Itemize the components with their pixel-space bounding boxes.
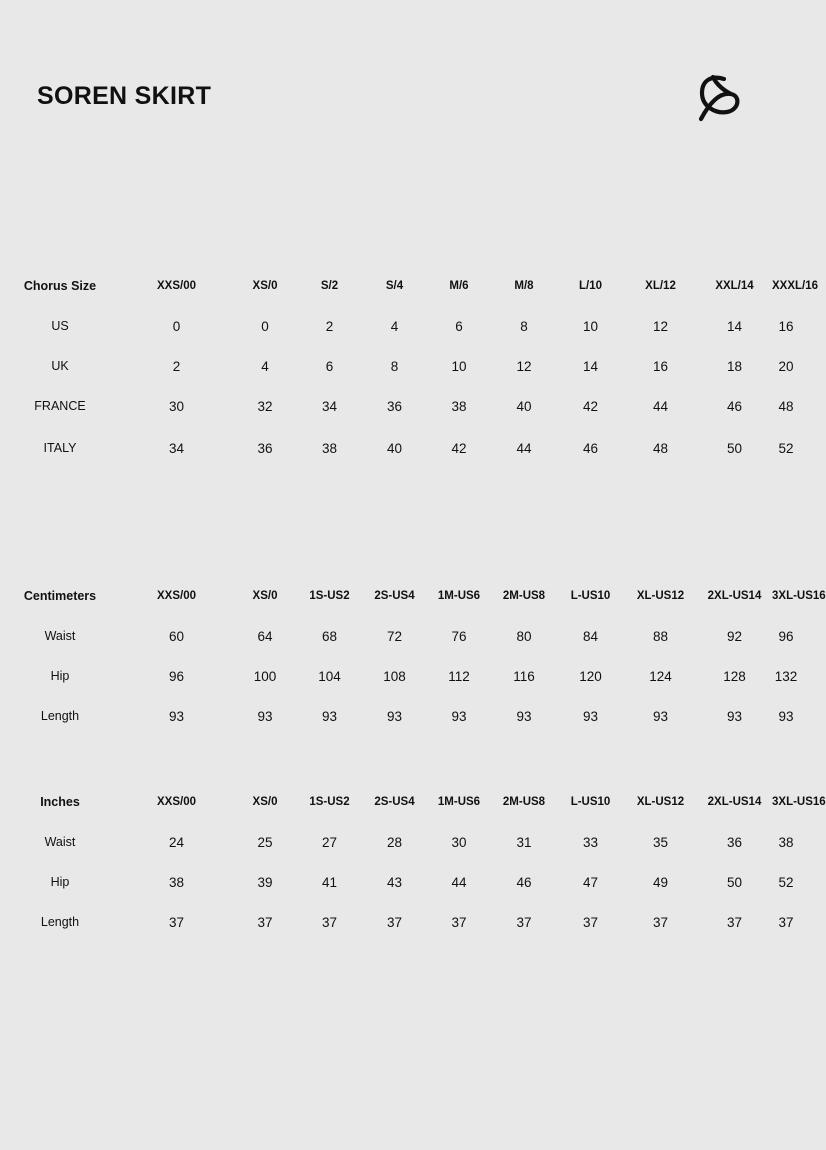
table-cell: 52 — [778, 874, 794, 890]
size-header: 1M-US6 — [437, 796, 481, 808]
size-header: S/4 — [385, 280, 404, 292]
size-header: XXS/00 — [157, 280, 196, 292]
size-header: L-US10 — [570, 590, 611, 602]
table-cell: 50 — [726, 874, 743, 890]
table-cell: 27 — [321, 834, 338, 850]
row-label: Hip — [50, 669, 70, 683]
size-header: XL/12 — [645, 280, 676, 292]
table-cell: 8 — [520, 318, 528, 334]
table-cell: 0 — [172, 318, 181, 334]
table-cell: 37 — [168, 914, 185, 930]
table-cell: 88 — [652, 628, 669, 644]
table-cell: 47 — [582, 874, 599, 890]
table-cell: 38 — [778, 834, 794, 850]
table-cell: 35 — [652, 834, 669, 850]
table-cell: 93 — [168, 708, 185, 724]
table-cell: 37 — [778, 914, 794, 930]
table-cell: 38 — [321, 440, 338, 456]
table-cell: 52 — [778, 440, 794, 456]
row-label: FRANCE — [34, 399, 86, 413]
table-cell: 96 — [778, 628, 794, 644]
table-cell: 37 — [726, 914, 743, 930]
table-cell: 10 — [582, 318, 599, 334]
table-cell: 37 — [451, 914, 467, 930]
table-cell: 34 — [168, 440, 185, 456]
table-cell: 132 — [774, 668, 798, 684]
size-header: 2XL-US14 — [707, 590, 762, 602]
table-corner-label: Inches — [40, 795, 80, 809]
table-cell: 44 — [652, 398, 669, 414]
table-cell: 38 — [451, 398, 467, 414]
table-cell: 14 — [726, 318, 743, 334]
table-cell: 48 — [652, 440, 669, 456]
table-cell: 108 — [383, 668, 406, 684]
table-cell: 12 — [652, 318, 669, 334]
table-row — [0, 616, 800, 656]
table-cell: 43 — [386, 874, 403, 890]
table-cell: 4 — [261, 358, 269, 374]
table-header-row — [0, 576, 800, 616]
table-cell: 34 — [321, 398, 338, 414]
table-cell: 84 — [582, 628, 599, 644]
table-cell: 93 — [516, 708, 532, 724]
row-label: Waist — [44, 629, 76, 643]
table-cell: 76 — [451, 628, 467, 644]
table-cell: 37 — [516, 914, 532, 930]
table-cell: 37 — [386, 914, 403, 930]
size-header: 3XL-US16 — [772, 590, 826, 602]
size-header: XL-US12 — [636, 590, 685, 602]
table-cell: 93 — [321, 708, 338, 724]
size-header: M/8 — [514, 280, 534, 292]
table-cell: 10 — [451, 358, 467, 374]
table-cell: 31 — [516, 834, 532, 850]
table-cell: 80 — [516, 628, 532, 644]
table-cell: 36 — [726, 834, 743, 850]
table-cell: 120 — [579, 668, 602, 684]
table-cell: 28 — [386, 834, 403, 850]
table-cell: 0 — [261, 318, 269, 334]
size-header: 2S-US4 — [374, 796, 415, 808]
chorus-size-conversion-table — [0, 266, 819, 470]
table-cell: 128 — [723, 668, 746, 684]
table-row — [0, 426, 800, 470]
size-header: 1M-US6 — [437, 590, 481, 602]
table-cell: 37 — [582, 914, 599, 930]
table-cell: 93 — [257, 708, 273, 724]
size-header: 2M-US8 — [502, 590, 546, 602]
table-cell: 46 — [582, 440, 599, 456]
inches-measurement-table — [0, 782, 826, 942]
size-header: XXXL/16 — [772, 280, 819, 292]
size-header: L-US10 — [570, 796, 611, 808]
row-label: Length — [40, 915, 80, 929]
table-cell: 44 — [451, 874, 467, 890]
row-label: Hip — [50, 875, 70, 889]
size-header: L/10 — [578, 280, 602, 292]
table-cell: 41 — [321, 874, 338, 890]
table-header-row — [0, 266, 800, 306]
size-header: 2XL-US14 — [707, 796, 762, 808]
row-label: UK — [51, 359, 69, 373]
table-row — [0, 346, 800, 386]
table-cell: 37 — [321, 914, 338, 930]
size-header: 2S-US4 — [374, 590, 415, 602]
table-cell: 14 — [582, 358, 599, 374]
table-cell: 42 — [582, 398, 599, 414]
table-cell: 36 — [386, 398, 403, 414]
table-row — [0, 696, 800, 736]
table-cell: 93 — [582, 708, 599, 724]
table-cell: 46 — [726, 398, 743, 414]
size-header: M/6 — [449, 280, 469, 292]
row-label: ITALY — [43, 441, 77, 455]
table-cell: 30 — [451, 834, 467, 850]
table-cell: 37 — [257, 914, 273, 930]
table-cell: 100 — [253, 668, 277, 684]
table-cell: 112 — [448, 668, 470, 684]
table-cell: 25 — [257, 834, 273, 850]
table-cell: 16 — [652, 358, 669, 374]
table-cell: 96 — [168, 668, 185, 684]
row-label: US — [51, 319, 69, 333]
table-corner-label: Chorus Size — [23, 279, 97, 293]
table-cell: 2 — [172, 358, 181, 374]
table-cell: 93 — [386, 708, 403, 724]
size-header: 1S-US2 — [309, 590, 350, 602]
table-row — [0, 822, 800, 862]
table-row — [0, 862, 800, 902]
table-cell: 104 — [318, 668, 341, 684]
table-cell: 4 — [390, 318, 399, 334]
table-row — [0, 306, 800, 346]
table-cell: 44 — [516, 440, 532, 456]
table-header-row — [0, 782, 800, 822]
table-cell: 37 — [652, 914, 669, 930]
table-cell: 116 — [513, 668, 535, 684]
table-cell: 30 — [168, 398, 185, 414]
table-cell: 64 — [257, 628, 273, 644]
size-header: XS/0 — [252, 280, 278, 292]
table-cell: 60 — [168, 628, 185, 644]
table-cell: 93 — [726, 708, 743, 724]
size-header: XXS/00 — [157, 796, 196, 808]
size-header: S/2 — [320, 280, 339, 292]
table-cell: 24 — [168, 834, 185, 850]
row-label: Length — [40, 709, 80, 723]
page-title: SOREN SKIRT — [37, 82, 212, 110]
table-cell: 42 — [451, 440, 467, 456]
table-cell: 6 — [325, 358, 334, 374]
table-cell: 40 — [386, 440, 403, 456]
table-cell: 39 — [257, 874, 273, 890]
table-corner-label: Centimeters — [23, 589, 97, 603]
table-cell: 46 — [516, 874, 532, 890]
table-cell: 68 — [321, 628, 338, 644]
table-row — [0, 386, 800, 426]
table-row — [0, 902, 800, 942]
table-cell: 48 — [778, 398, 794, 414]
size-header: XXS/00 — [157, 590, 196, 602]
size-header: XL-US12 — [636, 796, 685, 808]
centimeters-measurement-table — [0, 576, 826, 736]
table-cell: 49 — [652, 874, 669, 890]
table-cell: 12 — [516, 358, 532, 374]
chorus-loop-logo-icon — [697, 74, 743, 122]
table-cell: 38 — [168, 874, 185, 890]
table-cell: 32 — [257, 398, 273, 414]
size-header: XS/0 — [252, 590, 278, 602]
table-cell: 124 — [649, 668, 672, 684]
table-cell: 33 — [582, 834, 599, 850]
size-header: XXL/14 — [715, 280, 754, 292]
table-row — [0, 656, 800, 696]
table-cell: 20 — [778, 358, 794, 374]
size-header: 3XL-US16 — [772, 796, 826, 808]
table-cell: 93 — [451, 708, 467, 724]
row-label: Waist — [44, 835, 76, 849]
table-cell: 50 — [726, 440, 743, 456]
table-cell: 8 — [390, 358, 399, 374]
table-cell: 36 — [257, 440, 273, 456]
table-cell: 92 — [726, 628, 743, 644]
table-cell: 40 — [516, 398, 532, 414]
table-cell: 16 — [778, 318, 794, 334]
size-header: XS/0 — [252, 796, 278, 808]
table-cell: 93 — [652, 708, 669, 724]
table-cell: 2 — [325, 318, 334, 334]
table-cell: 18 — [726, 358, 743, 374]
size-header: 2M-US8 — [502, 796, 546, 808]
table-cell: 72 — [386, 628, 403, 644]
size-header: 1S-US2 — [309, 796, 350, 808]
table-cell: 6 — [455, 318, 463, 334]
table-cell: 93 — [778, 708, 794, 724]
